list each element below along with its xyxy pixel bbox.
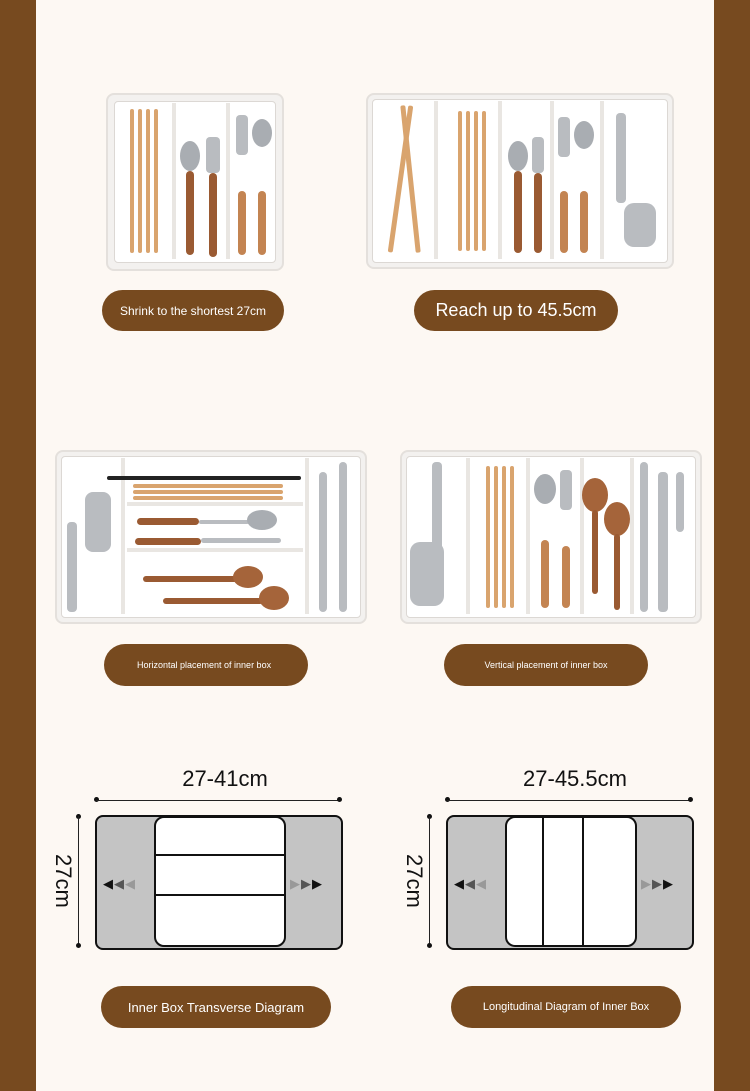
inner-box-divider <box>582 818 584 945</box>
chopstick <box>133 496 283 500</box>
reach-caption <box>414 290 618 331</box>
vertical-organizer-photo <box>400 450 702 624</box>
peeler <box>624 203 656 247</box>
width-label: 27-41cm <box>182 766 268 791</box>
fork-head <box>236 115 248 155</box>
fork-handle <box>534 173 542 253</box>
spoon-stem <box>199 520 249 524</box>
left-arrows-icon: ◀◀◀ <box>454 876 487 891</box>
width-dimension-line <box>447 800 692 801</box>
inner-box-outline <box>505 816 637 947</box>
wooden-spoon-head <box>604 502 630 536</box>
right-arrows-icon: ▶▶▶ <box>641 876 674 891</box>
tray-divider <box>550 101 554 259</box>
peeler <box>85 492 111 552</box>
ladle <box>319 472 327 612</box>
peeler <box>410 542 444 606</box>
horizontal-caption-text: Horizontal placement of inner box <box>137 660 272 670</box>
vertical-caption <box>444 644 648 686</box>
chopstick <box>146 109 150 253</box>
longitudinal-caption <box>451 986 681 1028</box>
wooden-spoon-head <box>259 586 289 610</box>
left-arrows-icon: ◀◀◀ <box>103 876 136 891</box>
tray-divider <box>600 101 604 259</box>
inner-box-divider <box>542 818 544 945</box>
ladle <box>676 472 684 532</box>
tray-divider <box>498 101 502 259</box>
whisk <box>640 462 648 612</box>
chopstick <box>130 109 134 253</box>
chopstick <box>154 109 158 253</box>
ladle <box>658 472 668 612</box>
tray-divider <box>526 458 530 614</box>
wooden-spoon-head <box>233 566 263 588</box>
chopstick <box>466 111 470 251</box>
dimension-endpoint <box>76 943 81 948</box>
transverse-caption <box>101 986 331 1028</box>
chopstick <box>502 466 506 608</box>
spoon-handle <box>137 518 199 525</box>
longitudinal-caption-text: Longitudinal Diagram of Inner Box <box>482 1001 650 1013</box>
spoon-head <box>252 119 272 147</box>
fork-handle <box>560 191 568 253</box>
tray-divider <box>434 101 438 259</box>
wooden-spoon-handle <box>163 598 263 604</box>
vertical-caption-text: Vertical placement of inner box <box>484 660 608 670</box>
spoon-head <box>508 141 528 171</box>
chopstick <box>474 111 478 251</box>
spoon-head <box>247 510 277 530</box>
spoon-handle <box>580 191 588 253</box>
wooden-spoon-head <box>582 478 608 512</box>
right-arrows-icon: ▶▶▶ <box>290 876 323 891</box>
tongs <box>67 522 77 612</box>
height-dimension-line <box>429 816 430 946</box>
whisk <box>339 462 347 612</box>
spoon-head <box>534 474 556 504</box>
dimension-endpoint <box>427 943 432 948</box>
tray-divider <box>466 458 470 614</box>
chopstick <box>482 111 486 251</box>
fork-head <box>201 538 281 543</box>
tray-divider <box>172 103 176 259</box>
extended-organizer-photo <box>366 93 674 269</box>
inner-box-divider <box>156 854 284 856</box>
height-label: 27cm <box>51 854 76 908</box>
chopstick <box>133 490 283 494</box>
horizontal-caption <box>104 644 308 686</box>
shrink-caption <box>102 290 284 331</box>
fork-handle <box>562 546 570 608</box>
chopstick <box>458 111 462 251</box>
tray-divider <box>127 502 303 506</box>
wooden-spoon-handle <box>592 510 598 594</box>
fork-head <box>532 137 544 173</box>
tray-divider <box>121 458 125 614</box>
chopstick <box>486 466 490 608</box>
spoon-handle <box>186 171 194 255</box>
tray-divider <box>226 103 230 259</box>
spoon-handle <box>541 540 549 608</box>
dimension-endpoint <box>337 797 342 802</box>
chopstick <box>133 484 283 488</box>
shrunk-organizer-photo <box>106 93 284 271</box>
chopstick <box>494 466 498 608</box>
tray-divider <box>127 548 303 552</box>
tray-divider <box>630 458 634 614</box>
fork-head <box>206 137 220 173</box>
width-dimension-line <box>96 800 341 801</box>
chopstick <box>138 109 142 253</box>
spoon-head <box>574 121 594 149</box>
fork-head <box>558 117 570 157</box>
spoon-handle <box>258 191 266 255</box>
tray-divider <box>305 458 309 614</box>
inner-box-outline <box>154 816 286 947</box>
width-label: 27-45.5cm <box>523 766 627 791</box>
fork-handle <box>209 173 217 257</box>
shrink-caption-text: Shrink to the shortest 27cm <box>119 303 267 318</box>
fork-handle <box>238 191 246 255</box>
inner-box-divider <box>156 894 284 896</box>
wooden-spoon-handle <box>614 534 620 610</box>
tongs <box>616 113 626 203</box>
dimension-endpoint <box>688 797 693 802</box>
fork-handle <box>135 538 201 545</box>
transverse-caption-text: Inner Box Transverse Diagram <box>127 999 305 1015</box>
spoon-head <box>180 141 200 171</box>
fork-head <box>560 470 572 510</box>
horizontal-organizer-photo <box>55 450 367 624</box>
tray-divider <box>580 458 584 614</box>
spoon-handle <box>514 171 522 253</box>
height-dimension-line <box>78 816 79 946</box>
wooden-spoon-handle <box>143 576 239 582</box>
height-label: 27cm <box>402 854 427 908</box>
chopstick <box>510 466 514 608</box>
reach-caption-text: Reach up to 45.5cm <box>435 300 597 320</box>
chopstick <box>107 476 301 480</box>
